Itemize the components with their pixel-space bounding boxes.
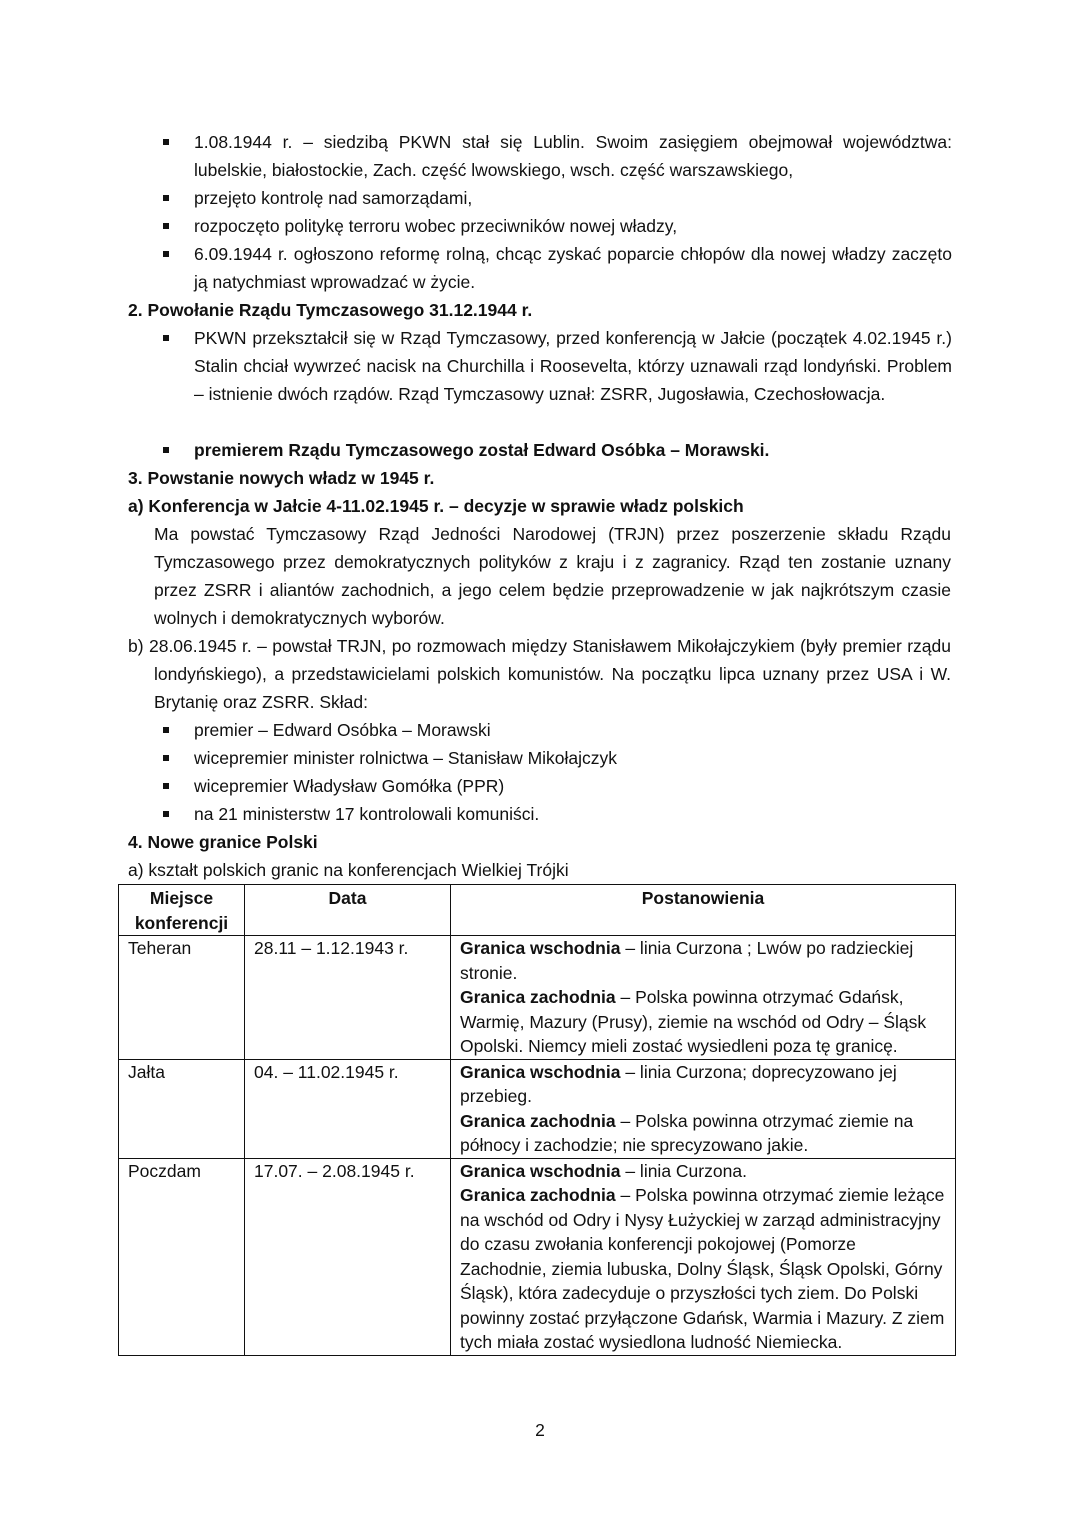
table-header-row	[119, 885, 956, 936]
list-item-text: PKWN przekształcił się w Rząd Tymczasowy, przed konferencją w Jałcie (początek 4.02.1945 r.) Stalin chciał wywrzeć nacisk na Churchilla i Roosevelta, którzy uznawali rząd londyński. Problem – istnienie dwóch rządów. Rząd Tymczasowy uznał: ZSRR, Jugosławia, Czechosłowacja.	[194, 328, 952, 404]
cell-date: 28.11 – 1.12.1943 r.	[245, 936, 451, 1060]
list-item-text: premierem Rządu Tymczasowego został Edward Osóbka – Morawski.	[194, 440, 770, 460]
bullet-icon	[163, 755, 169, 761]
east-border-label: Granica wschodnia	[460, 1061, 621, 1082]
list-item-text: premier – Edward Osóbka – Morawski	[194, 720, 491, 740]
bullet-icon	[163, 335, 169, 341]
table-row	[119, 936, 956, 1060]
cell-date: 17.07. – 2.08.1945 r.	[245, 1158, 451, 1355]
list-item-text: wicepremier Władysław Gomółka (PPR)	[194, 776, 505, 796]
list-item-text: 6.09.1944 r. ogłoszono reformę rolną, chcąc zyskać poparcie chłopów dla nowej władzy zaczęto ją natychmiast wprowadzać w życie.	[194, 244, 952, 292]
west-border-text: – Polska powinna otrzymać ziemie na północy i zachodzie; nie sprecyzowano jakie.	[460, 1110, 914, 1155]
east-border-text: – linia Curzona.	[620, 1160, 747, 1181]
table-row	[119, 1158, 956, 1355]
bullet-icon	[163, 783, 169, 789]
column-header-decisions: Postanowienia	[451, 885, 956, 936]
bullet-icon	[163, 727, 169, 733]
column-header-date: Data	[245, 885, 451, 936]
paragraph: Ma powstać Tymczasowy Rząd Jedności Narodowej (TRJN) przez poszerzenie składu Rządu Tymczasowego przez demokratycznych polityków z kraju i z zagranicy. Rząd ten zostanie uznany przez ZSRR i aliantów zachodnich, a jego celem będzie przeprowadzenie w jak najkrótszym czasie wolnych i demokratycznych wyborów.	[154, 524, 951, 628]
west-border-label: Granica zachodnia	[460, 1185, 616, 1205]
west-border-text: – Polska powinna otrzymać Gdańsk, Warmię, Mazury (Prusy), ziemie na wschód od Odry – Śląsk Opolski. Niemcy mieli zostać wysiedleni poza tę granicę.	[460, 987, 927, 1056]
bullet-icon	[163, 195, 169, 201]
list-item-text: rozpoczęto politykę terroru wobec przeciwników nowej władzy,	[194, 216, 678, 236]
list-item-text: wicepremier minister rolnictwa – Stanisław Mikołajczyk	[194, 748, 618, 768]
bullet-icon	[163, 811, 169, 817]
borders-table	[118, 884, 956, 1356]
section-heading: 3. Powstanie nowych władz w 1945 r.	[128, 468, 435, 488]
paragraph: b) 28.06.1945 r. – powstał TRJN, po rozmowach między Stanisławem Mikołajczykiem (były premier rządu londyńskiego), a przedstawicielami polskich komunistów. Na początku lipca uznany przez USA i W. Brytanię oraz ZSRR. Skład:	[128, 636, 951, 712]
page-number: 2	[535, 1420, 545, 1440]
bullet-icon	[163, 251, 169, 257]
east-border-label: Granica wschodnia	[460, 938, 621, 958]
cell-decisions	[451, 1158, 956, 1355]
east-border-text: – linia Curzona; doprecyzowano jej przebieg.	[460, 1061, 897, 1106]
cell-place: Poczdam	[119, 1158, 245, 1355]
column-header-place: Miejsce konferencji	[119, 885, 245, 936]
bullet-icon	[163, 447, 169, 453]
cell-place: Teheran	[119, 936, 245, 1060]
cell-date: 04. – 11.02.1945 r.	[245, 1059, 451, 1158]
section-heading: 2. Powołanie Rządu Tymczasowego 31.12.1944 r.	[128, 300, 533, 320]
list-item-text: 1.08.1944 r. – siedzibą PKWN stał się Lublin. Swoim zasięgiem obejmował województwa: lubelskie, białostockie, Zach. część lwowskiego, wsch. część warszawskiego,	[194, 132, 952, 180]
subsection-heading: a) kształt polskich granic na konferencjach Wielkiej Trójki	[128, 860, 569, 880]
west-border-text: – Polska powinna otrzymać ziemie leżące na wschód od Odry i Nysy Łużyckiej w zarząd administracyjny do czasu zwołania konferencji pokojowej (Pomorze Zachodnie, ziemia lubuska, Dolny Śląsk, Śląsk Opolski, Górny Śląsk), która zadecyduje o przyszłości tych ziem. Do Polski powinny zostać przyłączone Gdańsk, Warmia i Mazury. Z ziem tych miała zostać wysiedlona ludność Niemiecka.	[460, 1185, 945, 1352]
west-border-label: Granica zachodnia	[460, 1110, 616, 1131]
cell-place: Jałta	[119, 1059, 245, 1158]
east-border-label: Granica wschodnia	[460, 1160, 621, 1181]
west-border-label: Granica zachodnia	[460, 987, 616, 1007]
subsection-heading: a) Konferencja w Jałcie 4-11.02.1945 r. – decyzje w sprawie władz polskich	[128, 496, 744, 516]
bullet-icon	[163, 139, 169, 145]
bullet-icon	[163, 223, 169, 229]
list-item-text: przejęto kontrolę nad samorządami,	[194, 188, 473, 208]
cell-decisions	[451, 936, 956, 1060]
cell-decisions	[451, 1059, 956, 1158]
section-heading: 4. Nowe granice Polski	[128, 832, 318, 852]
list-item-text: na 21 ministerstw 17 kontrolowali komuniści.	[194, 804, 540, 824]
east-border-text: – linia Curzona ; Lwów po radzieckiej stronie.	[460, 938, 914, 983]
table-row	[119, 1059, 956, 1158]
